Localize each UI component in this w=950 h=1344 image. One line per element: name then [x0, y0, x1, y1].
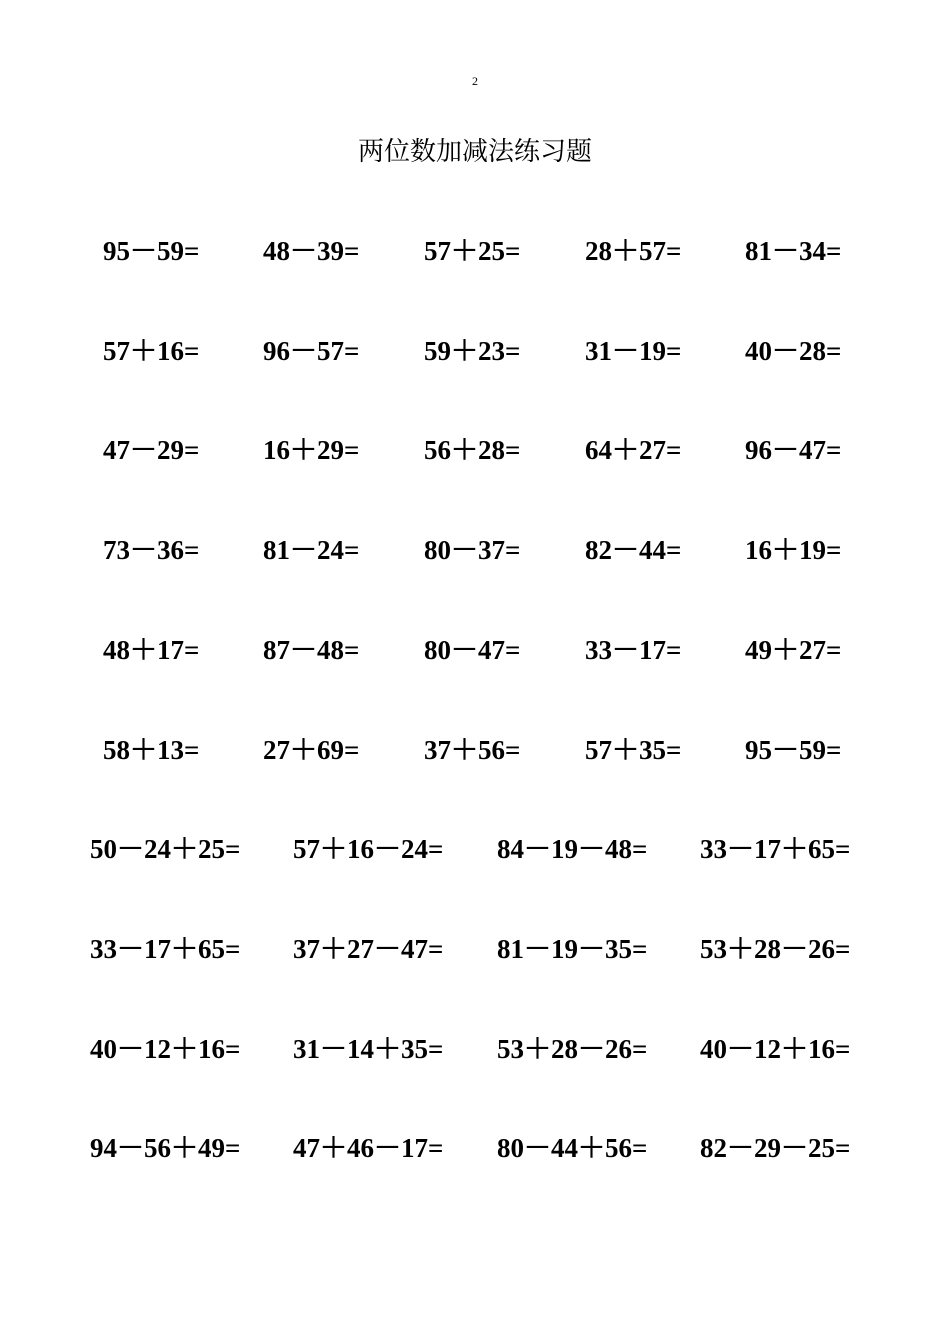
- problem-item: 80－44＋56=: [497, 1133, 648, 1163]
- problem-item: 47＋46－17=: [293, 1133, 444, 1163]
- worksheet-title: 两位数加减法练习题: [357, 137, 592, 167]
- problem-item: 81－19－35=: [497, 934, 648, 964]
- problem-item: 16＋19=: [745, 535, 842, 565]
- problem-item: 81－34=: [745, 236, 842, 266]
- problem-item: 28＋57=: [585, 236, 682, 266]
- problem-item: 87－48=: [263, 635, 360, 665]
- problem-item: 40－28=: [745, 336, 842, 366]
- problem-item: 84－19－48=: [497, 834, 648, 864]
- problem-item: 53＋28－26=: [700, 934, 851, 964]
- problem-item: 80－47=: [424, 635, 521, 665]
- problem-item: 81－24=: [263, 535, 360, 565]
- problem-item: 80－37=: [424, 535, 521, 565]
- problem-item: 53＋28－26=: [497, 1034, 648, 1064]
- problem-item: 96－57=: [263, 336, 360, 366]
- problem-item: 33－17＋65=: [90, 934, 241, 964]
- problem-item: 33－17＋65=: [700, 834, 851, 864]
- problem-item: 40－12＋16=: [90, 1034, 241, 1064]
- page-number: 2: [472, 74, 478, 88]
- problem-item: 50－24＋25=: [90, 834, 241, 864]
- problem-item: 73－36=: [103, 535, 200, 565]
- problem-item: 64＋27=: [585, 435, 682, 465]
- problem-item: 82－44=: [585, 535, 682, 565]
- problem-item: 31－19=: [585, 336, 682, 366]
- problem-item: 27＋69=: [263, 735, 360, 765]
- problem-item: 57＋16=: [103, 336, 200, 366]
- problem-item: 49＋27=: [745, 635, 842, 665]
- problem-item: 57＋25=: [424, 236, 521, 266]
- problem-item: 48＋17=: [103, 635, 200, 665]
- problem-item: 58＋13=: [103, 735, 200, 765]
- problem-item: 96－47=: [745, 435, 842, 465]
- problem-item: 57＋16－24=: [293, 834, 444, 864]
- problem-item: 47－29=: [103, 435, 200, 465]
- problem-item: 40－12＋16=: [700, 1034, 851, 1064]
- problem-item: 94－56＋49=: [90, 1133, 241, 1163]
- problem-item: 57＋35=: [585, 735, 682, 765]
- problem-item: 31－14＋35=: [293, 1034, 444, 1064]
- problem-item: 37＋56=: [424, 735, 521, 765]
- problem-item: 37＋27－47=: [293, 934, 444, 964]
- problem-item: 56＋28=: [424, 435, 521, 465]
- problem-item: 16＋29=: [263, 435, 360, 465]
- problem-item: 33－17=: [585, 635, 682, 665]
- problem-item: 82－29－25=: [700, 1133, 851, 1163]
- problem-item: 59＋23=: [424, 336, 521, 366]
- problem-item: 48－39=: [263, 236, 360, 266]
- problem-item: 95－59=: [103, 236, 200, 266]
- problem-item: 95－59=: [745, 735, 842, 765]
